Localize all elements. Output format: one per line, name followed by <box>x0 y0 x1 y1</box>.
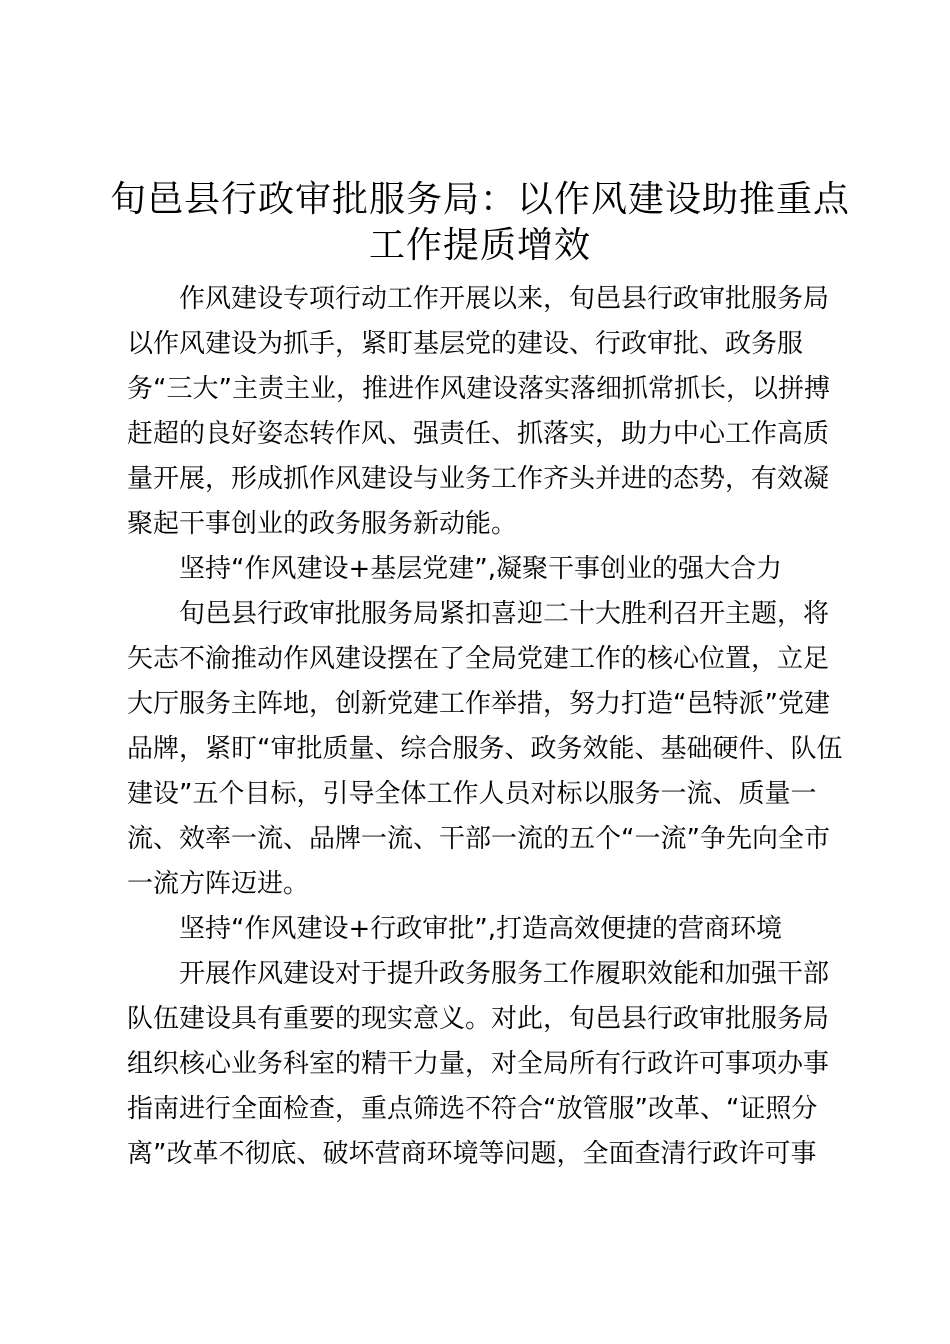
section-heading: 坚持“作风建设+基层党建”,凝聚干事创业的强大合力 <box>179 554 782 584</box>
paragraph-line: 队伍建设具有重要的现实意义。对此，旬邑县行政审批服务局 <box>127 1004 830 1034</box>
paragraph-line: 赶超的良好姿态转作风、强责任、抓落实，助力中心工作高质 <box>127 419 830 449</box>
paragraph-line: 一流方阵迈进。 <box>127 869 310 899</box>
document-title-line-2: 工作提质增效 <box>368 225 591 266</box>
paragraph-line: 指南进行全面检查，重点筛选不符合“放管服”改革、“证照分 <box>127 1094 818 1124</box>
paragraph-line: 建设”五个目标，引导全体工作人员对标以服务一流、质量一 <box>127 779 817 809</box>
paragraph-line: 组织核心业务科室的精干力量，对全局所有行政许可事项办事 <box>127 1049 830 1079</box>
section-heading: 坚持“作风建设+行政审批”,打造高效便捷的营商环境 <box>179 914 782 944</box>
paragraph-line: 品牌，紧盯“审批质量、综合服务、政务效能、基础硬件、队伍 <box>127 734 843 764</box>
paragraph-line: 以作风建设为抓手，紧盯基层党的建设、行政审批、政务服 <box>127 329 804 359</box>
paragraph-line: 聚起干事创业的政务服务新动能。 <box>127 509 518 539</box>
document-title-line-1: 旬邑县行政审批服务局：以作风建设助推重点 <box>109 179 850 220</box>
paragraph-line: 旬邑县行政审批服务局紧扣喜迎二十大胜利召开主题，将 <box>179 599 830 629</box>
paragraph-line: 离”改革不彻底、破坏营商环境等问题，全面查清行政许可事 <box>127 1139 817 1169</box>
paragraph-line: 流、效率一流、品牌一流、干部一流的五个“一流”争先向全市 <box>127 824 830 854</box>
paragraph-line: 量开展，形成抓作风建设与业务工作齐头并进的态势，有效凝 <box>127 464 830 494</box>
paragraph-line: 开展作风建设对于提升政务服务工作履职效能和加强干部 <box>179 959 830 989</box>
paragraph-line: 矢志不渝推动作风建设摆在了全局党建工作的核心位置，立足 <box>127 644 830 674</box>
paragraph-line: 作风建设专项行动工作开展以来，旬邑县行政审批服务局 <box>179 284 830 314</box>
paragraph-line: 务“三大”主责主业，推进作风建设落实落细抓常抓长，以拼搏 <box>127 374 830 404</box>
paragraph-line: 大厅服务主阵地，创新党建工作举措，努力打造“邑特派”党建 <box>127 689 830 719</box>
